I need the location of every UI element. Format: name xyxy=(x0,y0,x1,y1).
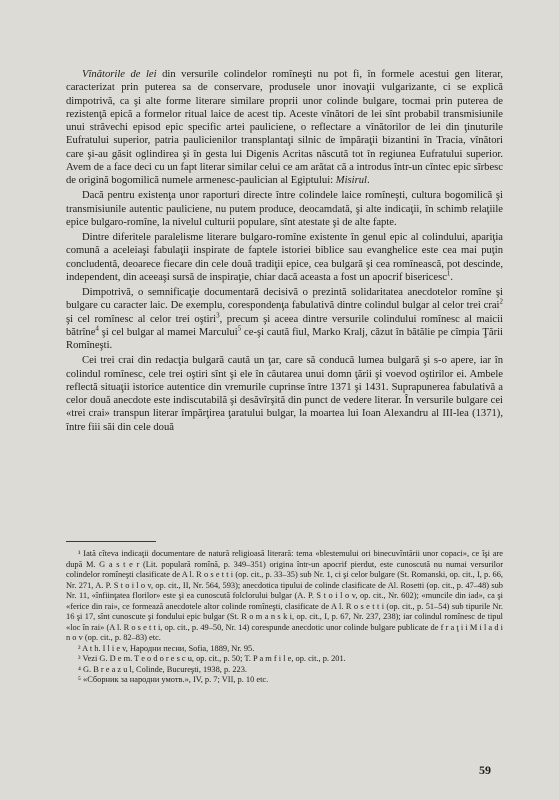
paragraph-text: ce-şi caută fiul, Marko Kralj, căzut în bătălie pe cîmpia Ţării Romîneşti. xyxy=(66,326,503,351)
footnote: ¹ Iată cîteva indicaţii documentare de natură religioasă literară: tema «blestemului ori binecuvîntării unor copaci», ce îşi are după M. G a s t e r (Lit. populară romînă, p. 349–351) origina într-un apocrif pierdut, este cunoscută nu numai versurilor colindelor romîneşti clasificate de A l. R o s e t t i (op. cit., p. 33–35) sub Nr. 1, ci şi celor bulgare (St. Romanski, op. cit., I, p. 66, Nr. 271, A. P. S t o i l o v, op. cit., II, Nr. 564, 593); anecdotica tipului de colinde clasificate de Al. Rosetti (op. cit., p. 47–48) sub Nr. 11, «înfiinţatea florilor» este şi ea cunoscută folclorului bulgar (A. P. S t o i l o v, op. cit., Nr. 602); «muncile din iad», ca şi «ferice din rai», ce formează anecdotele altor colinde romîneşti, clasificate de A l. R o s e t t i (op. cit., p. 51–54) sub tipurile Nr. 16 şi 17, sînt cunoscute şi fondului epic bulgar (St. R o m a n s k i, op. cit., I, p. 67, Nr. 237, 238); iar colindul romînesc de tipul «loc în rai» (A l. R o s e t t i, op. cit., p. 49–50, Nr. 14) corespunde anecdotic unor colinde bulgare publicate de f r a ţ i i M i l a d i n o v (op. cit., p. 82–83) etc. xyxy=(66,549,503,642)
footnote: ² A t h. I l i e v, Народни песни, Sofia, 1889, Nr. 95. xyxy=(78,643,255,653)
paragraph-text: Dacă pentru existenţa unor raporturi directe între colindele laice romîneşti, cultura bogomilică şi transmisiunile autentic pauliciene, nu putem produce, deocamdată, şi alte indicaţii, în schimb relaţiile epice bulgaro-romîne, la nivelul culturii populare, sînt atestate şi de alte fapte. xyxy=(66,190,503,228)
footnote-ref[interactable]: 2 xyxy=(499,297,503,306)
footnote-divider xyxy=(66,541,156,542)
footnote: ⁴ G. B r e a z u l, Colinde, Bucureşti, 1938, p. 223. xyxy=(78,664,248,674)
italic-lead: Vînătorile de lei xyxy=(82,69,157,80)
paragraph xyxy=(66,286,503,352)
paragraph-text: Cei trei crai din redacţia bulgară caută un ţar, care să conducă lumea bulgară şi s-o apere, iar în colindul romînesc, cele trei oştiri sînt şi ele în căutarea unui domn ţării şi voevod oştirilor ei. Ambele reflectă situaţii istorice autentice din vremurile cuprinse între 1371 şi 1431. Suprapunerea fabulativă a celor două anecdote este indiscutabilă şi desăvîrşită din punct de vedere literar. În versurile bulgare cei «trei crai» transpun literar împărţirea ţaratului bulgar, la moartea lui Ioan Alexandru al III-lea (1371), între fiii săi din cele două xyxy=(66,355,503,433)
page-number: 59 xyxy=(479,763,491,777)
paragraph-text: din versurile colindelor romîneşti nu pot fi, în formele acestui gen literar, caracterizat prin puterea sa de conservare, produsele unor inovaţii vulgarizante, ci se explică dimpotrivă, ca şi alte forme literare similare proprii unor colinde bulgare, tocmai prin puterea de rezistenţă epică a formelor ritual laice de acest tip. Aceste vînători de lei sînt probabil transmisiunile unui străvechi episod epic specific artei pauliciene, o reflectare a vînătorilor de lei din ţinuturile Eufratului superior, patria paulicienilor transplantaţi silnic de împăraţii bizantini în Tracia, vînători care şi-au găsit oglindirea şi în gesta lui Digenis Acritas născută tot în regiunea Eufratului superior. Avem de a face deci cu un fapt literar similar celui ce am arătat că a introdus într-un cîntec epic sîrbesc de origină bogomilică numele armenesc-paulician al Egiptului: xyxy=(66,69,503,186)
footnote: ³ Vezi G. D e m. T e o d o r e s c u, op. cit., p. 50; T. P a m f i l e, op. cit., p. 201. xyxy=(78,654,346,663)
paragraph xyxy=(66,189,503,229)
footnote-ref[interactable]: 3 xyxy=(216,310,220,319)
footnote-ref[interactable]: 4 xyxy=(95,324,99,333)
paragraph-tail: . xyxy=(366,175,370,186)
footnotes xyxy=(66,549,503,686)
footnote: ⁵ «Сборник за народни умотв.», IV, p. 7; VII, p. 10 etc. xyxy=(78,675,269,684)
footnote-ref[interactable]: 1 xyxy=(446,269,451,278)
paragraph-tail: . xyxy=(450,271,454,283)
paragraph-text: şi cel romînesc al celor trei oştiri xyxy=(66,313,217,325)
main-text xyxy=(66,68,503,436)
paragraph-text: Dimpotrivă, o semnificaţie documentară decisivă o prezintă solidaritatea anecdotelor romîne şi bulgare cu caracter laic. De exemplu, corespondenţa fabulativă dintre colindul bulgar al celor trei crai xyxy=(66,287,503,312)
paragraph-text: şi cel bulgar al mamei Marcului xyxy=(98,326,238,338)
paragraph xyxy=(66,354,503,434)
paragraph-text: Dintre diferitele paralelisme literare bulgaro-romîne existente în genul epic al colindului, apariţia comună a aceleiaşi fabulaţii inspirate de faptele istoriei biblice sau evanghelice este cea mai puţin concludentă, deoarece fiecare din cele două tradiţii epice, cea bulgară şi cea romînească, pot descinde, independent, din aceeaşi sursă de inspiraţie, chiar dacă aceasta a fost un apocrif bisericesc xyxy=(66,232,503,283)
footnote-ref[interactable]: 5 xyxy=(237,324,242,333)
paragraph-text: , precum şi aceea dintre versurile colindului romînesc al maicii bătrîne xyxy=(66,313,503,338)
paragraph xyxy=(66,68,503,187)
paragraph xyxy=(66,231,503,284)
italic-term: Misirul xyxy=(335,175,367,186)
